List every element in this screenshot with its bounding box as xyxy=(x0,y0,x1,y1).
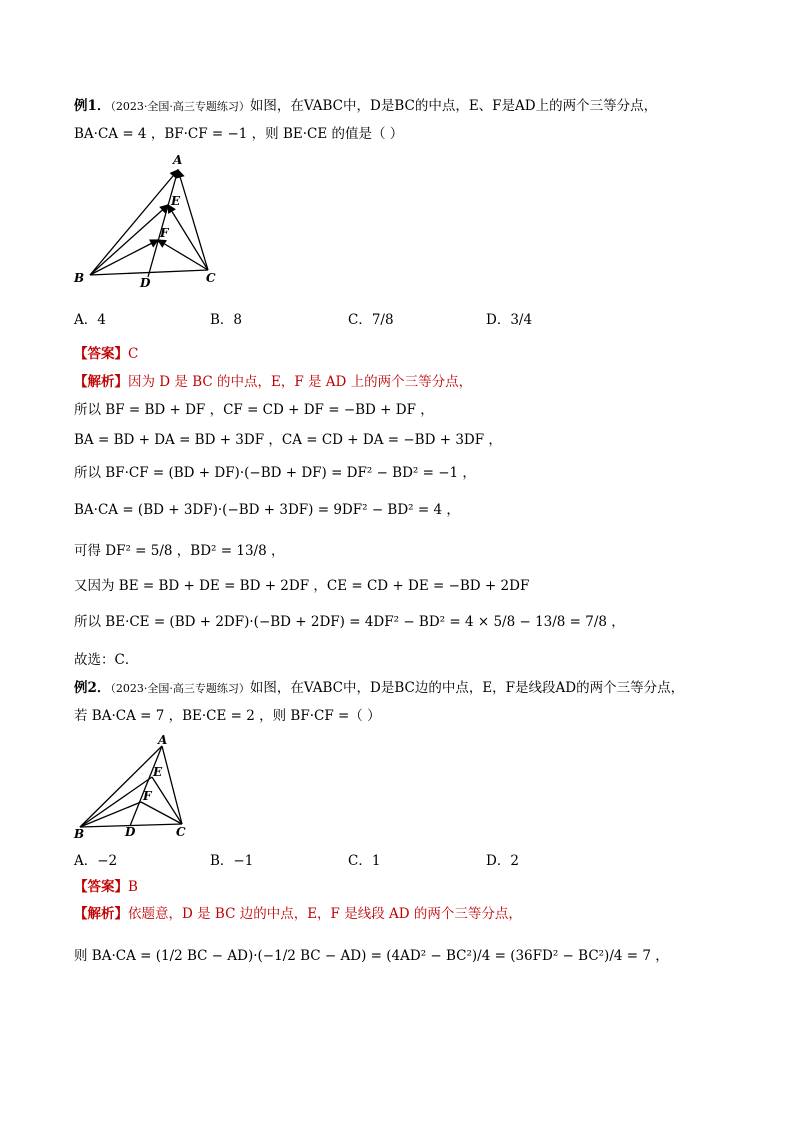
ex2-option-a: A．−2 xyxy=(74,853,118,869)
ex2-condition: 若 BA·CA = 7 ，BE·CE = 2 ，则 BF·CF =（ ） xyxy=(74,708,381,724)
ex1-option-d: D．3/4 xyxy=(486,312,533,328)
ex1-analysis-3: 所以 BF·CF = (BD + DF)·(−BD + DF) = DF² − BD² = −1 ， xyxy=(74,465,476,481)
ex1-answer-value: C xyxy=(128,346,139,362)
ex2-triangle-diagram xyxy=(70,732,200,842)
ex2-analysis-0 xyxy=(74,904,522,924)
ex1-point-b: B xyxy=(74,271,85,285)
ex2-analysis-tag: 【解析】 xyxy=(74,906,128,922)
ex1-analysis-7: 所以 BE·CE = (BD + 2DF)·(−BD + 2DF) = 4DF² − BD² = 4 × 5/8 − 13/8 = 7/8 ， xyxy=(74,614,625,630)
ex1-point-e: E xyxy=(171,194,181,208)
ex1-analysis-4: BA·CA = (BD + 3DF)·(−BD + 3DF) = 9DF² − BD² = 4 ， xyxy=(74,502,460,518)
ex2-point-e: E xyxy=(153,765,163,779)
ex2-label: 例2． xyxy=(74,680,111,696)
ex2-analysis-line: 依题意，D 是 BC 边的中点，E，F 是线段 AD 的两个三等分点， xyxy=(128,906,522,922)
ex1-option-b: B．8 xyxy=(210,312,243,328)
ex2-option-d: D．2 xyxy=(486,853,519,869)
ex2-point-c: C xyxy=(176,825,186,839)
ex1-point-c: C xyxy=(206,271,216,285)
ex1-point-a: A xyxy=(173,153,183,167)
ex2-header xyxy=(74,678,684,699)
ex1-analysis-tag: 【解析】 xyxy=(74,374,128,390)
ex2-answer-value: B xyxy=(128,879,138,895)
ex1-point-d: D xyxy=(140,276,151,290)
ex2-option-b: B．−1 xyxy=(210,853,254,869)
ex1-header xyxy=(74,96,657,117)
ex1-point-f: F xyxy=(160,226,169,240)
ex1-answer xyxy=(74,344,138,364)
ex1-conclusion: 故选：C． xyxy=(74,652,139,668)
ex1-analysis-5: 可得 DF² = 5/8 ，BD² = 13/8 ， xyxy=(74,543,285,559)
ex1-analysis-0 xyxy=(74,372,472,392)
ex1-analysis-2: BA = BD + DA = BD + 3DF ，CA = CD + DA = −BD + 3DF ， xyxy=(74,432,502,448)
ex1-label: 例1． xyxy=(74,98,111,114)
ex1-triangle-diagram xyxy=(70,150,230,290)
ex2-source: （2023·全国·高三专题练习） xyxy=(110,682,250,695)
ex2-answer xyxy=(74,877,138,897)
ex2-point-f: F xyxy=(143,789,152,803)
ex2-point-b: B xyxy=(74,827,85,841)
ex2-option-c: C．1 xyxy=(348,853,381,869)
ex2-point-a: A xyxy=(158,733,168,747)
ex1-answer-tag: 【答案】 xyxy=(74,346,128,362)
ex2-point-d: D xyxy=(125,825,136,839)
ex2-answer-tag: 【答案】 xyxy=(74,879,128,895)
ex2-question: 如图，在VABC中，D是BC边的中点，E，F是线段AD的两个三等分点， xyxy=(249,680,685,696)
ex1-analysis-6: 又因为 BE = BD + DE = BD + 2DF ，CE = CD + DE = −BD + 2DF xyxy=(74,578,530,594)
ex1-condition: BA·CA = 4 ，BF·CF = −1 ，则 BE·CE 的值是（ ） xyxy=(74,126,404,142)
ex1-question: 如图，在VABC中，D是BC的中点，E、F是AD上的两个三等分点， xyxy=(249,98,658,114)
ex1-analysis-1: 所以 BF = BD + DF ，CF = CD + DF = −BD + DF ， xyxy=(74,402,434,418)
ex1-source: （2023·全国·高三专题练习） xyxy=(110,100,250,113)
ex1-analysis-line: 因为 D 是 BC 的中点，E，F 是 AD 上的两个三等分点， xyxy=(128,374,473,390)
ex1-option-a: A．4 xyxy=(74,312,106,328)
ex1-option-c: C．7/8 xyxy=(348,312,394,328)
ex2-analysis-1: 则 BA·CA = (1/2 BC − AD)·(−1/2 BC − AD) = (4AD² − BC²)/4 = (36FD² − BC²)/4 = 7 ， xyxy=(74,948,669,964)
